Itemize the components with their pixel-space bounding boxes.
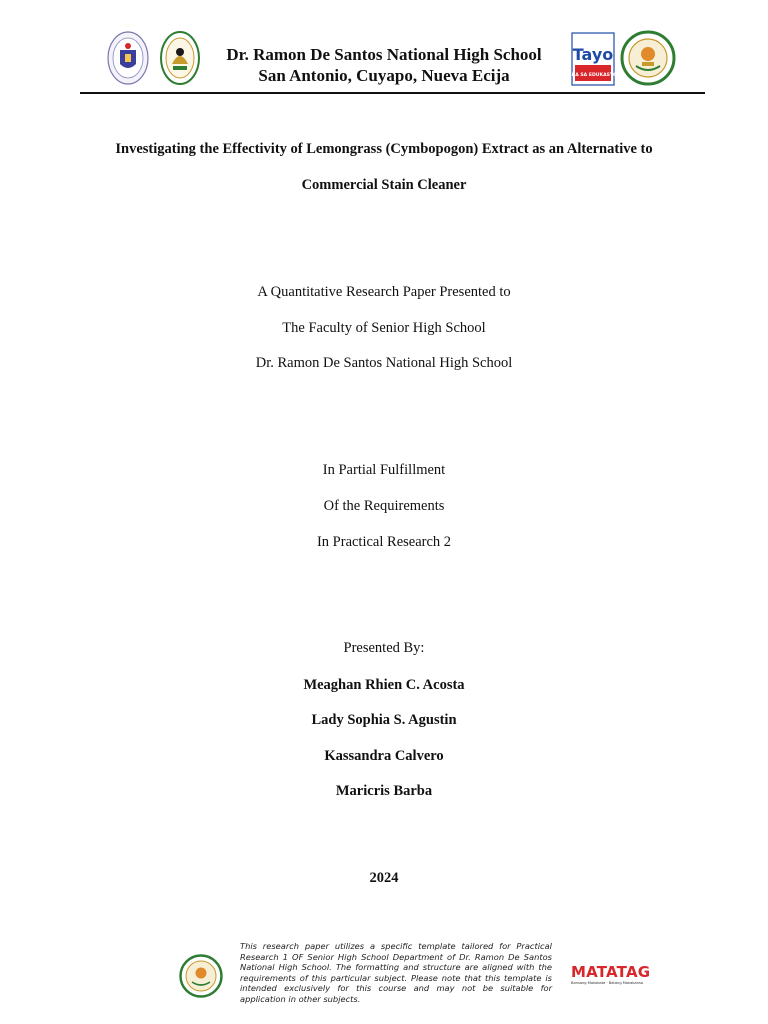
author-name: Kassandra Calvero [324,748,444,764]
school-seal-icon [179,954,223,1003]
template-disclaimer: This research paper utilizes a specific template tailored for Practical Research 1 OF Senior High School Department of Dr. Ramon De Santos National High School. The formatting and structure are aligned with the requirements of this particular subject. Please note that this template is intended exclusively for this course and may not be suitable for application in other subjects. [240,941,552,1004]
fulfillment-line1: In Partial Fulfillment [322,462,446,478]
presented-by-label: Presented By: [343,640,425,656]
fulfillment-line2: Of the Requirements [323,498,445,514]
paper-title-line1: Investigating the Effectivity of Lemongrass (Cymbopogon) Extract as an Alternative to [115,141,653,157]
tayo-logo-subtext: PARA SA EDUKASYON [565,73,621,78]
author-name: Maricris Barba [335,783,433,799]
paper-title-line2: Commercial Stain Cleaner [301,177,467,193]
tayo-para-sa-edukasyon-logo [565,32,621,86]
presented-to-line2: The Faculty of Senior High School [282,320,486,336]
author-name: Lady Sophia S. Agustin [311,712,457,728]
author-name: Meaghan Rhien C. Acosta [303,677,465,693]
deped-seal-icon [106,30,150,86]
school-address-line: San Antonio, Cuyapo, Nueva Ecija [258,66,510,85]
school-name-line1: Dr. Ramon De Santos National High School [226,45,542,64]
school-seal-icon [160,30,200,86]
header-divider [80,92,705,94]
presented-to-line1: A Quantitative Research Paper Presented to [257,284,511,300]
matatag-wordmark: MATATAG [571,963,651,981]
matatag-tagline: Bansang Makabata · Batang Makabansa [571,981,644,985]
school-name [200,44,568,86]
presented-to-line3: Dr. Ramon De Santos National High School [255,355,513,371]
tayo-logo-text: Tayo [572,45,614,64]
school-seal-icon [620,30,676,86]
matatag-logo [571,964,651,986]
publication-year: 2024 [369,870,399,886]
letterhead [80,26,704,92]
fulfillment-line3: In Practical Research 2 [316,534,452,550]
